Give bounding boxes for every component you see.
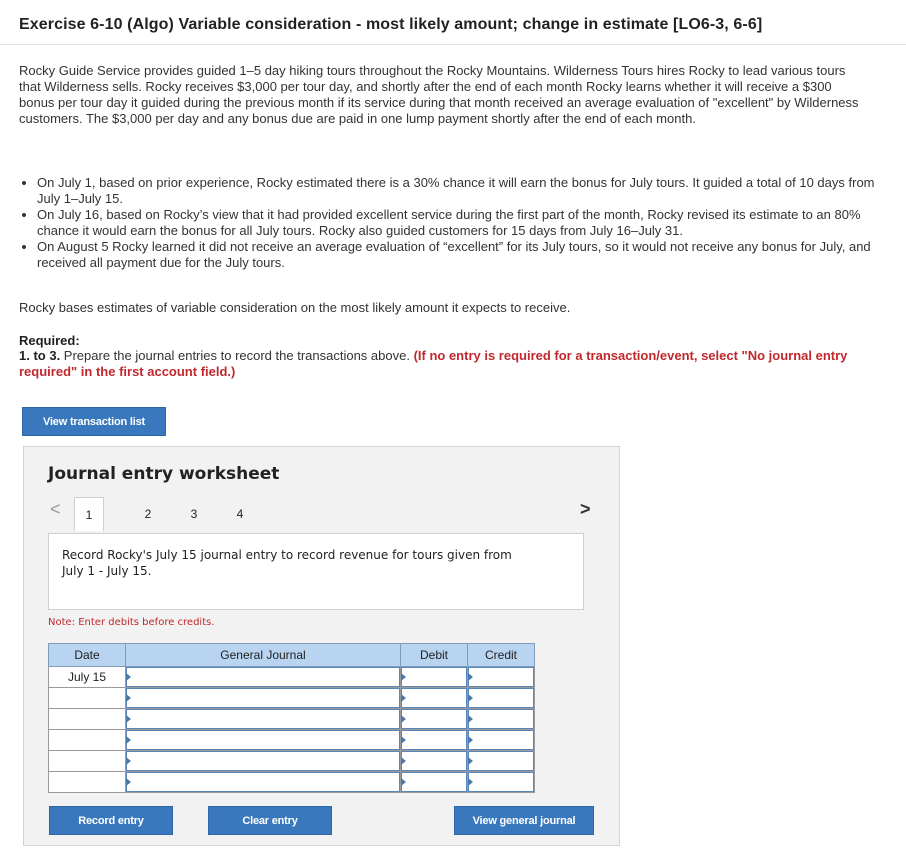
triangle-right-icon: [126, 694, 131, 702]
debits-note: Note: Enter debits before credits.: [48, 617, 215, 628]
triangle-right-icon: [401, 757, 406, 765]
date-cell: [49, 709, 126, 730]
debit-cell: [401, 730, 468, 751]
debit-cell: [401, 751, 468, 772]
record-entry-button[interactable]: Record entry: [49, 806, 173, 835]
account-cell: [126, 730, 401, 751]
account-select[interactable]: [126, 730, 400, 750]
page-title: Exercise 6-10 (Algo) Variable consideration - most likely amount; change in estimate [LO6-3, 6-6]: [19, 16, 763, 33]
debit-input[interactable]: [401, 751, 467, 771]
triangle-right-icon: [126, 673, 131, 681]
credit-cell: [468, 772, 535, 793]
debit-cell: [401, 688, 468, 709]
general-journal-table: [48, 643, 535, 793]
credit-input[interactable]: [468, 730, 534, 750]
required-label: Required:: [19, 333, 80, 348]
debit-cell: [401, 709, 468, 730]
account-select[interactable]: [126, 751, 400, 771]
credit-input[interactable]: [468, 688, 534, 708]
triangle-right-icon: [126, 778, 131, 786]
debit-cell: [401, 667, 468, 688]
debit-input[interactable]: [401, 772, 467, 792]
worksheet-title: Journal entry worksheet: [48, 464, 280, 484]
triangle-right-icon: [401, 694, 406, 702]
triangle-right-icon: [468, 778, 473, 786]
table-row: [49, 667, 535, 688]
debit-input[interactable]: [401, 667, 467, 687]
account-select[interactable]: [126, 688, 400, 708]
credit-cell: [468, 688, 535, 709]
required-number: 1. to 3.: [19, 348, 61, 363]
column-header-general-journal: General Journal: [126, 644, 401, 667]
required-instruction: Prepare the journal entries to record the transactions above.: [60, 348, 414, 363]
prompt-box: [48, 533, 584, 610]
tab-2[interactable]: [133, 497, 163, 531]
table-row: [49, 772, 535, 793]
required-text: [19, 348, 879, 380]
triangle-right-icon: [126, 736, 131, 744]
account-cell: [126, 751, 401, 772]
chevron-right-icon[interactable]: >: [580, 499, 591, 519]
date-cell: [49, 751, 126, 772]
estimate-basis: Rocky bases estimates of variable consideration on the most likely amount it expects to receive.: [19, 300, 571, 315]
triangle-right-icon: [468, 673, 473, 681]
tab-label: 3: [190, 507, 198, 521]
view-transaction-list-button[interactable]: View transaction list: [22, 407, 166, 436]
credit-cell: [468, 751, 535, 772]
table-row: [49, 709, 535, 730]
triangle-right-icon: [401, 673, 406, 681]
tab-label: 1: [85, 507, 93, 522]
clear-entry-button[interactable]: Clear entry: [208, 806, 332, 835]
date-cell: [49, 688, 126, 709]
view-general-journal-button[interactable]: View general journal: [454, 806, 594, 835]
credit-input[interactable]: [468, 667, 534, 687]
tab-label: 4: [236, 507, 244, 521]
triangle-right-icon: [468, 736, 473, 744]
date-cell: [49, 730, 126, 751]
triangle-right-icon: [401, 736, 406, 744]
account-select[interactable]: [126, 709, 400, 729]
triangle-right-icon: [401, 715, 406, 723]
problem-bullets: [19, 175, 897, 271]
problem-intro: Rocky Guide Service provides guided 1–5 day hiking tours throughout the Rocky Mountains. Wilderness Tours hires Rocky to lead various tours that Wilderness sells. Rocky receives $3,000 per tour day, and shortly after the end of each month Rocky learns whether it will receive a $300 bonus per tour day it guided during the previous month if its service during that month received an average evaluation of "excellent" by Wilderness customers. The $3,000 per day and any bonus due are paid in one lump payment shortly after the end of each month.: [19, 63, 859, 126]
account-cell: [126, 667, 401, 688]
triangle-right-icon: [401, 778, 406, 786]
bullet-item: • On July 16, based on Rocky’s view that it had provided excellent service during the first part of the month, Rocky revised its estimate to an 80% chance it would earn the bonus for all July tours. Rocky also guided customers for 15 days from July 16–July 31.: [37, 207, 897, 239]
triangle-right-icon: [126, 757, 131, 765]
account-select[interactable]: [126, 772, 400, 792]
date-cell: [49, 772, 126, 793]
credit-input[interactable]: [468, 751, 534, 771]
triangle-right-icon: [468, 694, 473, 702]
table-row: [49, 751, 535, 772]
column-header-date: Date: [49, 644, 126, 667]
debit-cell: [401, 772, 468, 793]
account-select[interactable]: [126, 667, 400, 687]
required-note: (If no entry is required for a transaction/event, select "No journal entry required" in the first account field.): [19, 348, 848, 379]
tab-3[interactable]: [179, 497, 209, 531]
credit-cell: [468, 667, 535, 688]
credit-input[interactable]: [468, 709, 534, 729]
tab-1[interactable]: [74, 497, 104, 531]
column-header-debit: Debit: [401, 644, 468, 667]
debit-input[interactable]: [401, 730, 467, 750]
bullet-item: • On July 1, based on prior experience, Rocky estimated there is a 30% chance it will earn the bonus for July tours. It guided a total of 10 days from July 1–July 15.: [37, 175, 897, 207]
account-cell: [126, 772, 401, 793]
credit-input[interactable]: [468, 772, 534, 792]
account-cell: [126, 688, 401, 709]
table-row: [49, 688, 535, 709]
credit-cell: [468, 730, 535, 751]
tab-4[interactable]: [225, 497, 255, 531]
chevron-left-icon[interactable]: <: [50, 499, 61, 519]
column-header-credit: Credit: [468, 644, 535, 667]
table-row: [49, 730, 535, 751]
triangle-right-icon: [468, 715, 473, 723]
debit-input[interactable]: [401, 688, 467, 708]
bullet-item: • On August 5 Rocky learned it did not receive an average evaluation of “excellent” for its July tours, so it would not receive any bonus for July, and received all payment due for the July tours.: [37, 239, 897, 271]
tab-label: 2: [144, 507, 152, 521]
debit-input[interactable]: [401, 709, 467, 729]
prompt-text: Record Rocky's July 15 journal entry to record revenue for tours given from July 1 - July 15.: [62, 548, 512, 578]
date-cell: July 15: [49, 667, 126, 688]
credit-cell: [468, 709, 535, 730]
account-cell: [126, 709, 401, 730]
journal-entry-worksheet: [23, 446, 620, 846]
triangle-right-icon: [126, 715, 131, 723]
triangle-right-icon: [468, 757, 473, 765]
title-divider: [0, 44, 906, 45]
